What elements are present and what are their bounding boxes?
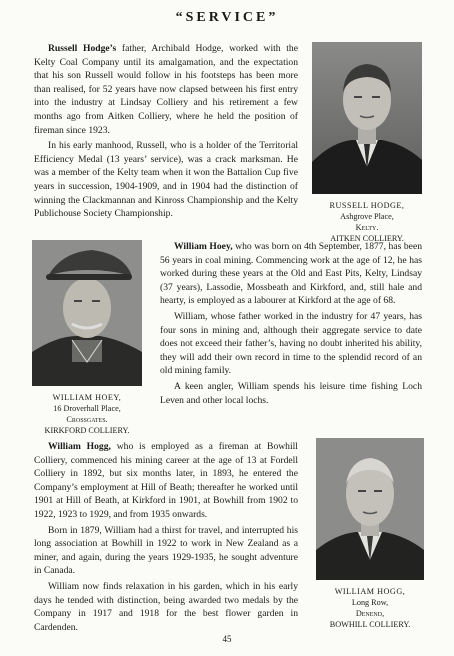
hogg-caption-colliery: BOWHILL COLLIERY. [329,620,411,629]
hoey-caption [18,392,156,436]
hoey-portrait-photo [32,240,142,386]
hodge-caption [300,200,434,244]
hoey-paragraph-2: William, whose father worked in the industry for 47 years, has four sons in mining and, although their aggregate service to date does not exceed their father’s, having no doubt inherited his ability, they will add their own record in time to the splendid record of an old mining family. [160,310,422,377]
hoey-paragraph-1-text: who was born on 4th September, 1877, has been 56 years in coal mining. Commencing work at the age of 12, he has worked during these years at the Old and East Pits, Kelty, Lindsay (37 years), Lassodie, Mossbeath and Kirkford, and, still hale and hearty, is employed as a labourer at Kirkford at the age of 68. [160,241,422,307]
hoey-paragraph-1 [160,240,422,308]
hogg-article [34,440,298,636]
hoey-paragraph-3: A keen angler, William spends his leisure time fishing Loch Leven and other local lochs. [160,380,422,406]
hodge-paragraph-1 [34,42,298,137]
hodge-paragraph-1-text: father, Archibald Hodge, worked with the Kelty Coal Company until its amalgamation, and the expectation that his son Russell would follow in his footsteps has been more than realised, for 52 years have now clapsed between his first entry into the industry at Lindsay Colliery and his retirement a few months ago from Aitken Colliery, where he held the position of fireman since 1923. [34,43,298,136]
hogg-caption-address: Long Row, [351,598,389,607]
hodge-name: Russell Hodge’s [48,43,117,54]
hoey-article [160,240,422,409]
page-heading: “SERVICE” [175,10,279,25]
hodge-article [34,42,298,223]
hoey-caption-colliery: KIRKFORD COLLIERY. [44,426,130,435]
hodge-caption-name: RUSSELL HODGE, [329,201,405,210]
hodge-caption-town: Kelty. [355,223,379,232]
hogg-name: William Hogg, [48,441,111,452]
hogg-caption-name: WILLIAM HOGG, [334,587,406,596]
page-number: 45 [222,634,232,644]
hogg-paragraph-2: Born in 1879, William had a thirst for travel, and interrupted his long association at Bowhill in 1922 to work in New Zealand as a miner, and again, during the years 1929-1935, he sought adventure in Canada. [34,524,298,577]
hogg-paragraph-1 [34,440,298,522]
hoey-caption-address: 16 Droverhall Place, [53,404,121,413]
hogg-paragraph-3: William now finds relaxation in his garden, which in his early days he tended with distinction, being awarded two medals by the Company in 1917 and 1918 for the best flower garden in Cardenden. [34,580,298,633]
hogg-paragraph-1-text: who is employed as a fireman at Bowhill Colliery, commenced his mining career at the age of 13 at Fordell Colliery in 1892, but six months later, in 1893, he entered the Company’s employment at Hill of Beath; thereafter he worked until 1901 at Hill of Beath, at Kirkford in 1901, at Bowhill from 1902 to 1922, 1923 to 1929, and from 1935 onwards. [34,441,298,520]
hoey-name: William Hoey, [174,241,233,252]
hogg-caption [302,586,438,630]
hoey-caption-town: Crossgates. [66,415,108,424]
hogg-caption-town: Denend, [355,609,385,618]
hogg-portrait-photo [316,438,424,580]
hodge-paragraph-2: In his early manhood, Russell, who is a holder of the Territorial Efficiency Medal (13 years’ service), was a crack marksman. He was a member of the Kelty team when it won the Battalion Cup five years in succession, 1904-1909, and in 1904 had the distinction of winning the Clackmannan and Kinross Championship and the Kelty Publichouse Society Championship. [34,140,298,220]
hodge-caption-address: Ashgrove Place, [340,212,394,221]
hodge-portrait-image [312,42,422,194]
hodge-caption-colliery: AITKEN COLLIERY. [330,234,404,243]
hogg-portrait-image [316,438,424,580]
hoey-caption-name: WILLIAM HOEY, [52,393,122,402]
hodge-portrait-photo [312,42,422,194]
hoey-portrait-image [32,240,142,386]
